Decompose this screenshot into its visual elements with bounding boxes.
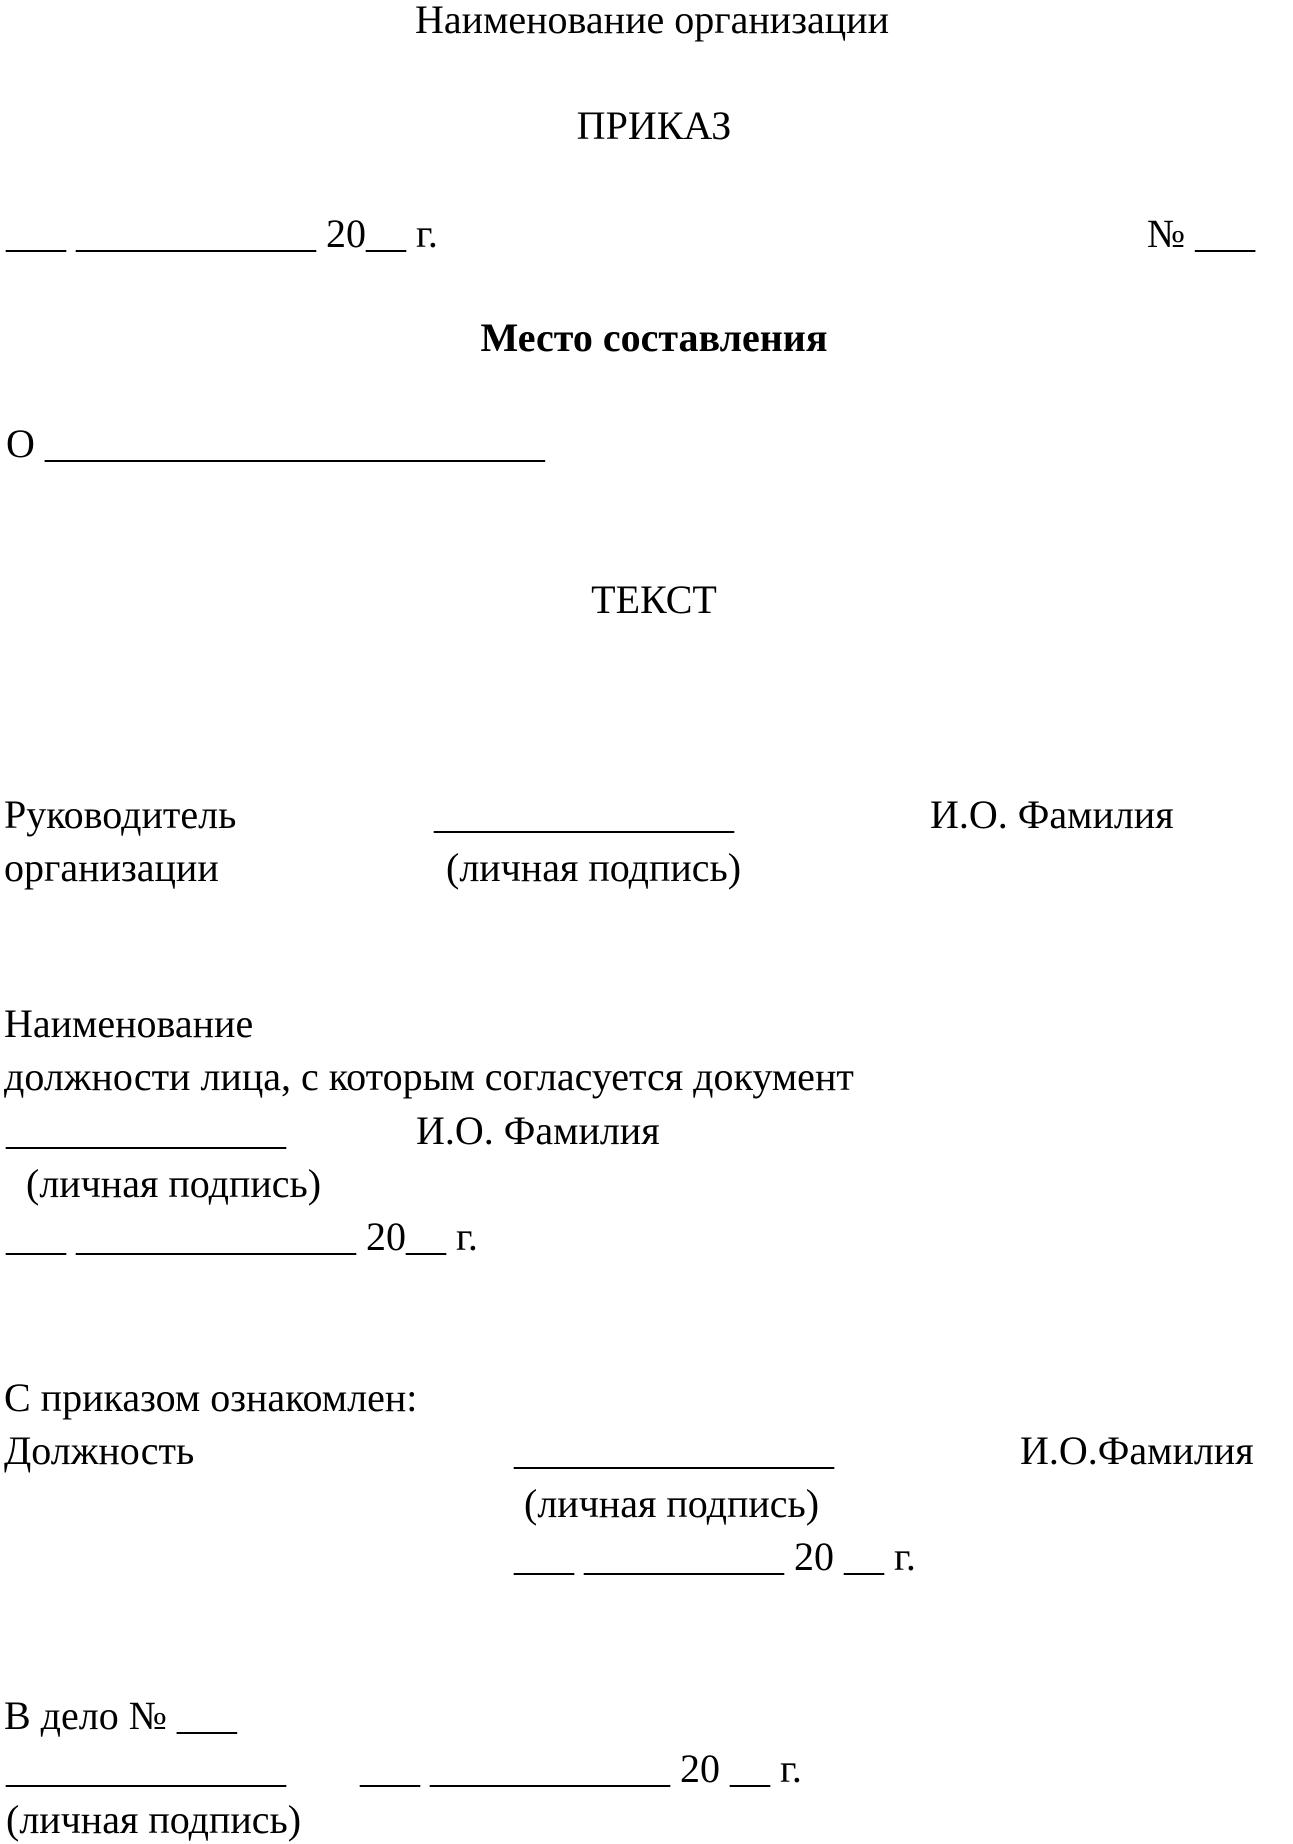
filing-case-line: В дело № ___: [4, 1693, 237, 1738]
approval-line1: Наименование: [4, 1001, 254, 1046]
place-of-compilation: Место составления: [480, 315, 828, 360]
acknowledgement-name: И.О.Фамилия: [1020, 1428, 1254, 1473]
head-name: И.О. Фамилия: [930, 792, 1174, 837]
acknowledgement-date-line: ___ __________ 20 __ г.: [514, 1534, 916, 1579]
approval-date-line: ___ ______________ 20__ г.: [6, 1214, 478, 1259]
acknowledgement-signature-line: ________________: [514, 1428, 834, 1473]
approval-signature-line: ______________: [6, 1108, 286, 1153]
head-signature-caption: (личная подпись): [446, 845, 742, 890]
acknowledgement-signature-caption: (личная подпись): [524, 1481, 820, 1526]
acknowledgement-position: Должность: [4, 1428, 195, 1473]
document-title: ПРИКАЗ: [576, 103, 732, 148]
document-date-line: ___ ____________ 20__ г.: [6, 211, 438, 256]
head-role-line2: организации: [4, 845, 219, 890]
head-role-line1: Руководитель: [4, 792, 237, 837]
document-number-line: № ___: [1147, 211, 1256, 256]
approval-signature-caption: (личная подпись): [26, 1161, 322, 1206]
filing-signature-line: ______________: [6, 1746, 286, 1791]
subject-line: О _________________________: [6, 421, 545, 466]
organization-name: Наименование организации: [415, 0, 889, 42]
body-text: ТЕКСТ: [591, 577, 717, 622]
filing-date-line: ___ ____________ 20 __ г.: [360, 1746, 802, 1791]
approval-name: И.О. Фамилия: [416, 1108, 660, 1153]
approval-line2: должности лица, с которым согласуется документ: [4, 1054, 854, 1099]
acknowledgement-heading: С приказом ознакомлен:: [4, 1375, 418, 1420]
head-signature-line: _______________: [434, 792, 734, 837]
filing-signature-caption: (личная подпись): [6, 1797, 302, 1842]
